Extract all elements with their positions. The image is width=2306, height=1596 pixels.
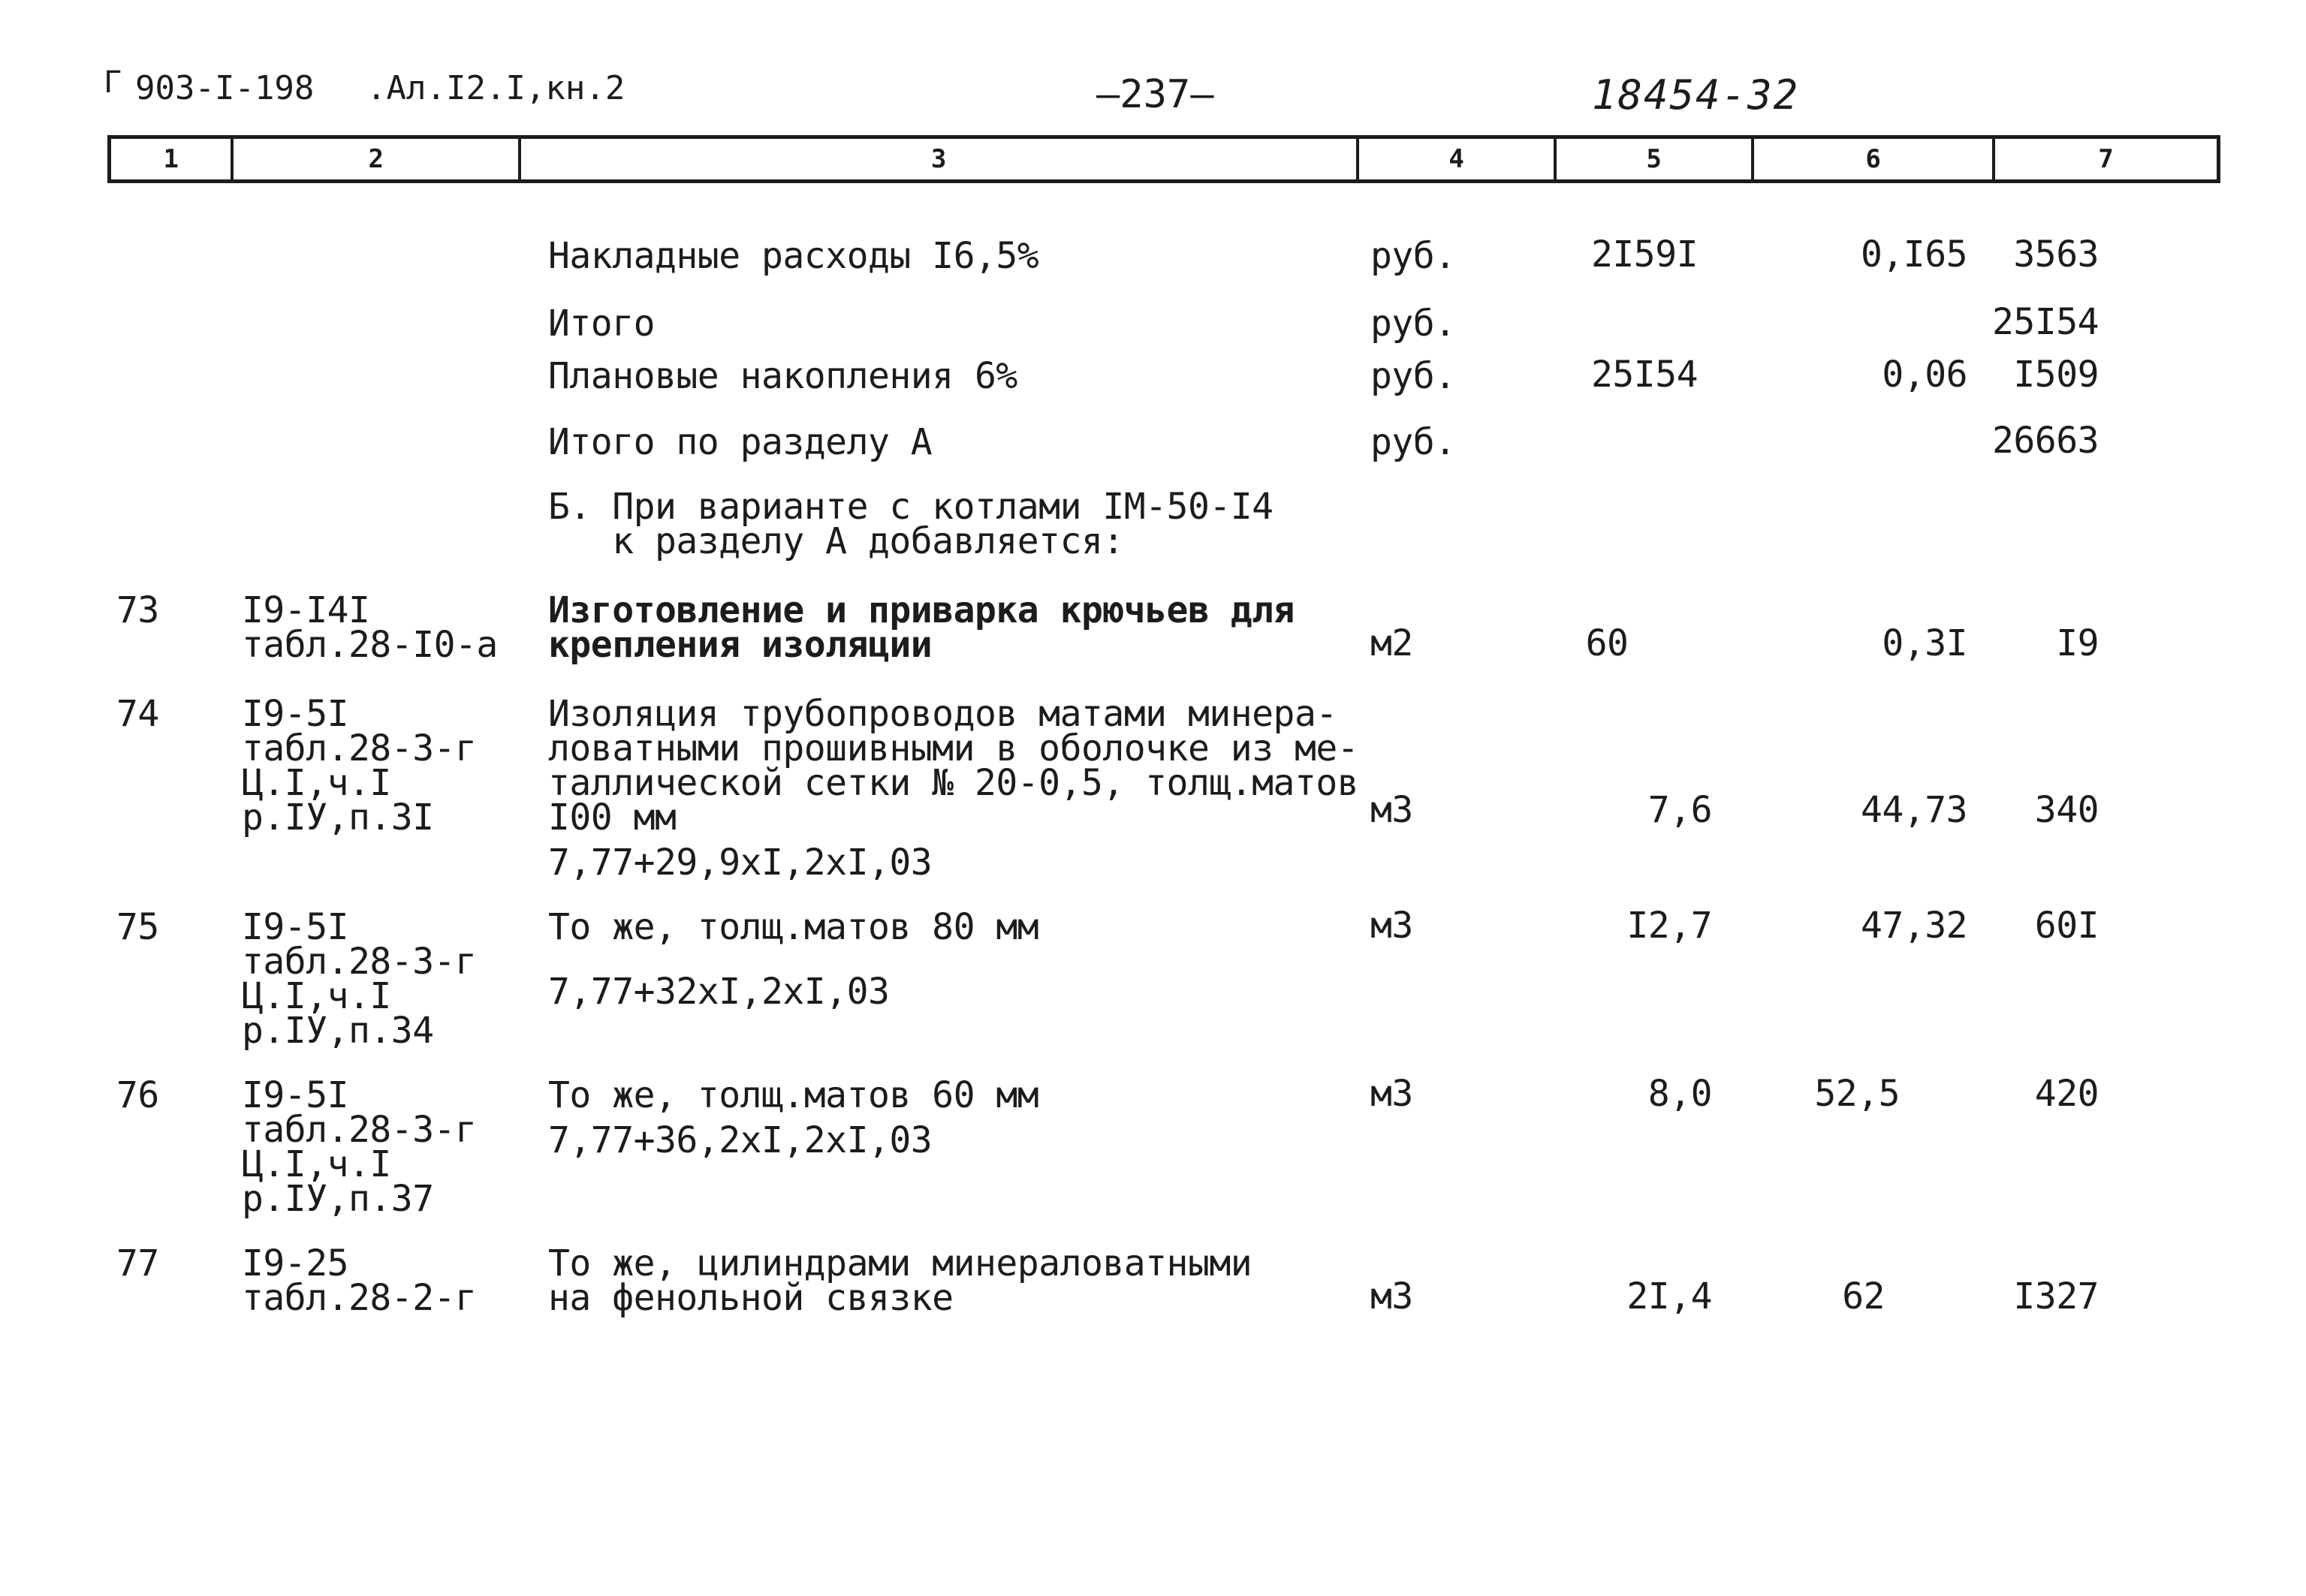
row-number: 74 [116, 693, 159, 735]
column-header-4: 4 [1359, 139, 1557, 179]
column-header-6: 6 [1754, 139, 1995, 179]
row-price: 0,I65 [1861, 233, 1967, 276]
row-total: I9 [2056, 622, 2099, 664]
row-number: 77 [116, 1242, 159, 1284]
row-description: Накладные расходы I6,5% [548, 235, 1039, 277]
row-number: 75 [116, 906, 159, 948]
document-code: 903-I-198 [135, 69, 315, 107]
row-reference-line: I9-5I [242, 906, 348, 948]
section-b-line-2: к разделу А добавляется: [548, 520, 1124, 562]
row-unit: м3 [1370, 1073, 1413, 1115]
row-description-line: крепления изоляции [548, 624, 933, 666]
row-quantity: I2,7 [1626, 905, 1712, 947]
row-price: 44,73 [1861, 789, 1967, 831]
column-header-2: 2 [234, 139, 521, 179]
row-total: I327 [2013, 1275, 2099, 1317]
section-b-line-1: Б. При варианте с котлами IМ-50-I4 [548, 486, 1274, 528]
row-unit: м3 [1370, 789, 1413, 831]
row-reference-line: I9-I4I [242, 589, 370, 631]
row-unit: м2 [1370, 622, 1413, 664]
row-price: 0,3I [1882, 622, 1967, 664]
row-unit: руб. [1370, 303, 1456, 345]
row-total: 420 [2034, 1073, 2099, 1115]
sheet-reference: .Ал.I2.I,кн.2 [366, 69, 625, 107]
row-formula: 7,77+32хI,2хI,03 [548, 971, 890, 1013]
row-total: 3563 [2013, 233, 2099, 276]
row-description: Плановые накопления 6% [548, 355, 1017, 397]
row-reference-line: табл.28-2-г [242, 1277, 477, 1319]
row-description-line: на фенольной связке [548, 1277, 954, 1319]
row-total: 60I [2034, 905, 2099, 947]
row-reference-line: табл.28-I0-а [242, 624, 498, 666]
row-unit: м3 [1370, 905, 1413, 947]
row-reference-line: Ц.I,ч.I [242, 762, 391, 804]
row-formula: 7,77+36,2хI,2хI,03 [548, 1119, 933, 1161]
page-number: —237— [1096, 72, 1214, 117]
row-total: 340 [2034, 789, 2099, 831]
row-reference-line: табл.28-3-г [242, 1109, 477, 1151]
row-reference-line: I9-25 [242, 1242, 348, 1284]
row-description-line: ловатными прошивными в оболочке из ме- [548, 727, 1359, 769]
row-description-line: То же, толщ.матов 80 мм [548, 906, 1039, 948]
row-quantity: 7,6 [1647, 789, 1712, 831]
row-unit: м3 [1370, 1275, 1413, 1317]
row-reference-line: I9-5I [242, 1074, 348, 1116]
column-header-3: 3 [521, 139, 1359, 179]
row-price: 0,06 [1882, 354, 1967, 396]
row-price: 62 [1842, 1275, 1885, 1317]
row-quantity: 60 [1585, 622, 1629, 664]
row-quantity: 2I59I [1591, 233, 1698, 276]
row-description-line: таллической сетки № 20-0,5, толщ.матов [548, 762, 1359, 804]
column-header-7: 7 [2098, 144, 2114, 174]
row-quantity: 2I,4 [1626, 1275, 1712, 1317]
row-reference-line: Ц.I,ч.I [242, 1143, 391, 1185]
row-reference-line: I9-5I [242, 693, 348, 735]
row-description-line: Изготовление и приварка крючьев для [548, 589, 1295, 631]
row-price: 47,32 [1861, 905, 1967, 947]
row-reference-line: р.IУ,п.34 [242, 1010, 434, 1052]
row-reference-line: р.IУ,п.37 [242, 1178, 434, 1220]
document-number: 18454-32 [1592, 71, 1800, 119]
row-total: I509 [2013, 354, 2099, 396]
row-number: 76 [116, 1074, 159, 1116]
row-description-line: Изоляция трубопроводов матами минера- [548, 693, 1337, 735]
row-total: 25I54 [1992, 301, 2099, 343]
row-quantity: 25I54 [1591, 354, 1698, 396]
row-formula: 7,77+29,9хI,2хI,03 [548, 842, 933, 884]
column-header-1: 1 [111, 139, 234, 179]
row-reference-line: р.IУ,п.3I [242, 796, 434, 839]
row-number: 73 [116, 589, 159, 631]
row-description-line: I00 мм [548, 796, 677, 839]
row-description: Итого по разделу А [548, 421, 933, 463]
row-total: 26663 [1992, 420, 2099, 462]
row-description-line: То же, цилиндрами минераловатными [548, 1242, 1252, 1284]
row-price: 52,5 [1814, 1073, 1900, 1115]
row-quantity: 8,0 [1647, 1073, 1712, 1115]
row-description-line: То же, толщ.матов 60 мм [548, 1074, 1039, 1116]
corner-mark: Г [104, 65, 122, 100]
row-reference-line: табл.28-3-г [242, 941, 477, 983]
row-unit: руб. [1370, 235, 1456, 277]
row-unit: руб. [1370, 355, 1456, 397]
row-reference-line: табл.28-3-г [242, 727, 477, 769]
column-header-5: 5 [1557, 139, 1754, 179]
row-unit: руб. [1370, 421, 1456, 463]
row-description: Итого [548, 303, 655, 345]
row-reference-line: Ц.I,ч.I [242, 975, 391, 1017]
